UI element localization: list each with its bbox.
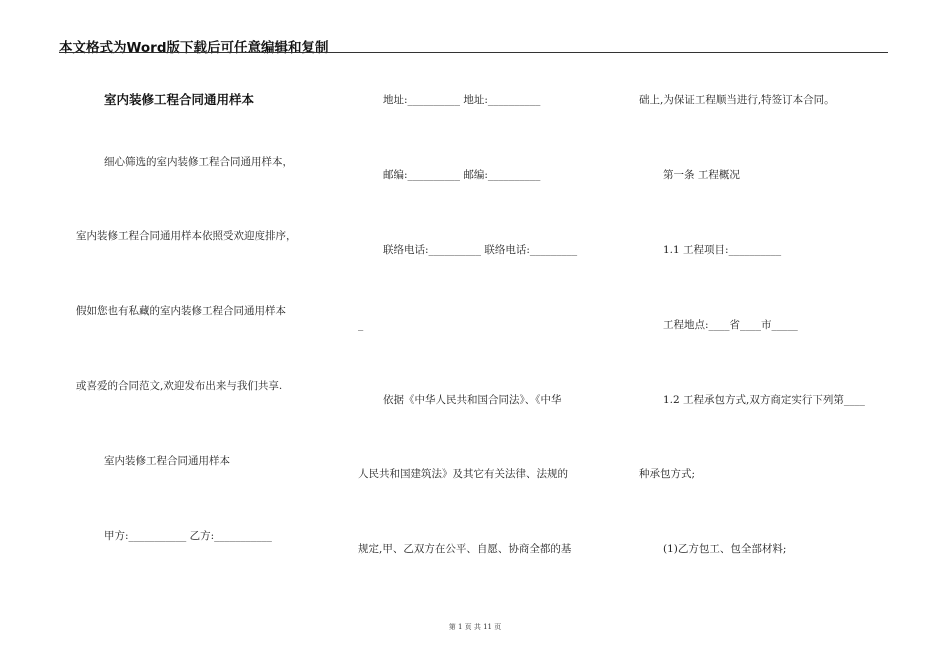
blank-underline: _ <box>358 319 364 331</box>
paragraph-line: 1.2 工程承包方式,双方商定实行下列第____ <box>663 394 865 406</box>
section-heading: 第一条 工程概况 <box>663 169 740 181</box>
paragraph-line: 规定,甲、乙双方在公平、自愿、协商全都的基 <box>358 543 572 555</box>
paragraph-line: 人民共和国建筑法》及其它有关法律、法规的 <box>358 468 568 480</box>
phone-fields-line: 联络电话:__________ 联络电话:_________ <box>383 244 578 256</box>
address-fields-line: 地址:__________ 地址:__________ <box>383 94 541 106</box>
location-field-line: 工程地点:____省____市_____ <box>663 319 798 331</box>
project-field-line: 1.1 工程项目:__________ <box>663 244 782 256</box>
page-number: 第 1 页 共 11 页 <box>448 623 502 631</box>
list-item: (1)乙方包工、包全部材料; <box>663 543 787 555</box>
paragraph-line: 础上,为保证工程顺当进行,特签订本合同。 <box>639 94 835 106</box>
paragraph-line: 或喜爱的合同范文,欢迎发布出来与我们共享. <box>76 380 283 392</box>
paragraph-line: 细心筛选的室内装修工程合同通用样本， <box>104 156 293 168</box>
paragraph-line: 假如您也有私藏的室内装修工程合同通用样本 <box>76 305 286 317</box>
paragraph-line: 依据《中华人民共和国合同法》、《中华 <box>383 394 562 406</box>
paragraph-line: 种承包方式; <box>639 468 696 480</box>
party-fields-line: 甲方:___________ 乙方:___________ <box>104 530 272 542</box>
postcode-fields-line: 邮编:__________ 邮编:__________ <box>383 169 541 181</box>
header-rule <box>59 52 888 53</box>
page-header: 本文格式为Word版下载后可任意编辑和复制 <box>59 40 329 56</box>
paragraph-line: 室内装修工程合同通用样本依照受欢迎度排序， <box>76 230 297 242</box>
paragraph-line: 室内装修工程合同通用样本 <box>104 455 230 467</box>
document-title: 室内装修工程合同通用样本 <box>104 92 255 107</box>
